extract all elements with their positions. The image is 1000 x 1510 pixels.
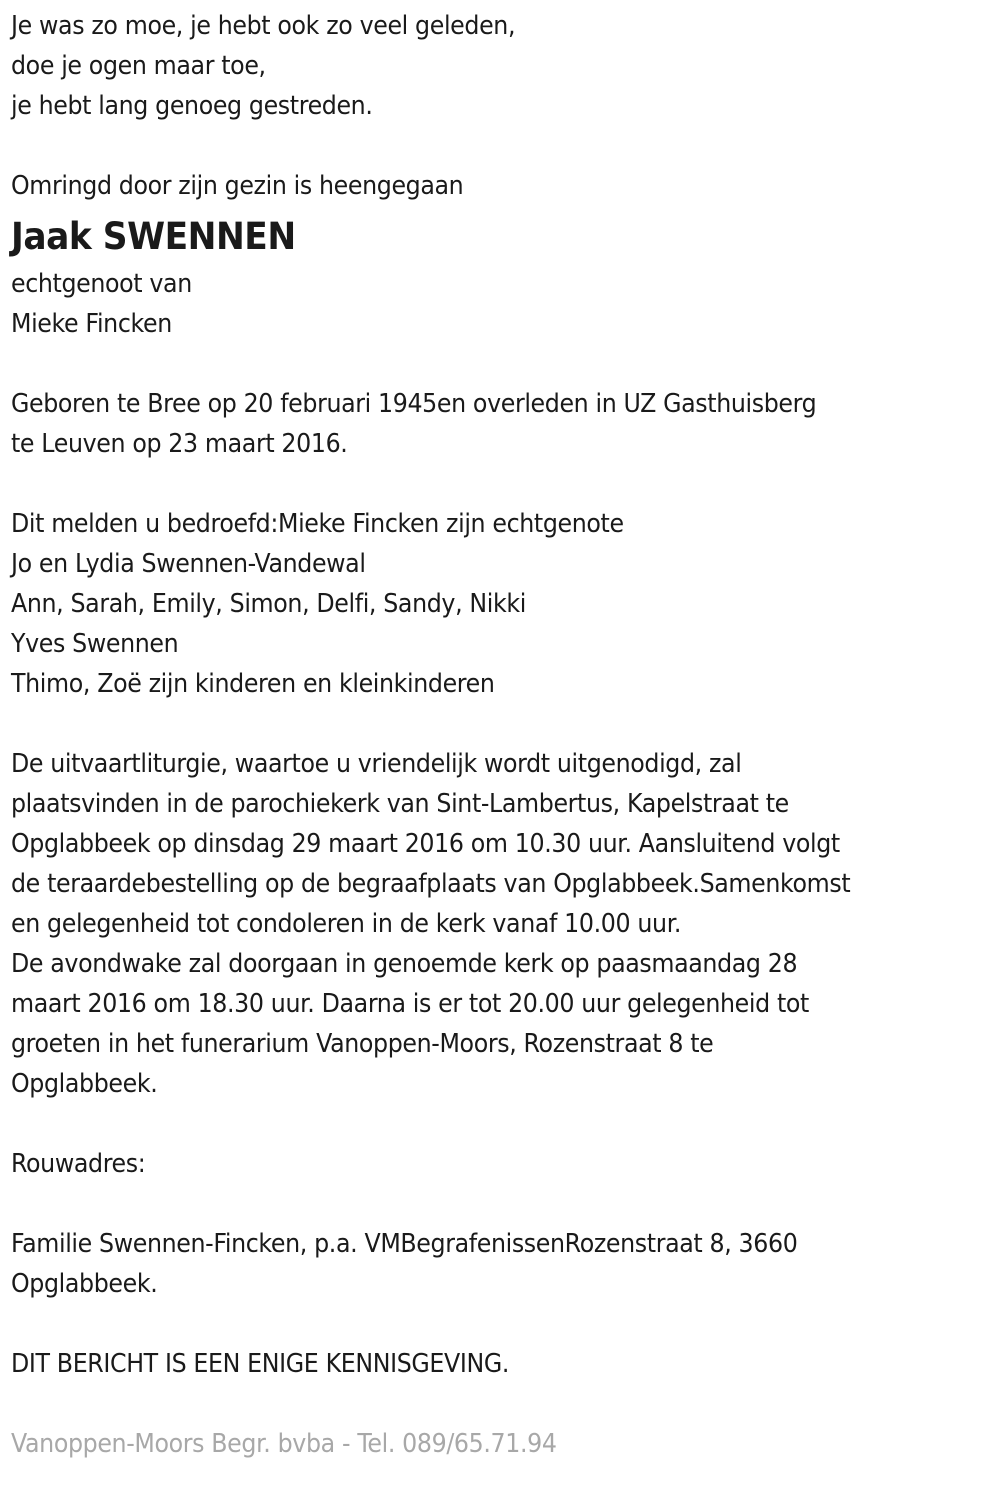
- funeral-line: plaatsvinden in de parochiekerk van Sint-Lambertus, Kapelstraat te: [11, 789, 789, 819]
- deceased-name: Jaak SWENNEN: [11, 215, 296, 258]
- mourner-line: Yves Swennen: [11, 629, 179, 659]
- funeral-line: Opglabbeek.: [11, 1069, 158, 1099]
- mourners-list: [11, 504, 989, 704]
- mourning-address-label: Rouwadres:: [11, 1149, 146, 1179]
- birth-death-info: [11, 384, 989, 464]
- address-line: Familie Swennen-Fincken, p.a. VMBegrafenissenRozenstraat 8, 3660: [11, 1229, 798, 1259]
- spacer: [11, 704, 989, 744]
- spacer: [11, 1104, 989, 1144]
- poem-line: Je was zo moe, je hebt ook zo veel geleden,: [11, 11, 516, 41]
- spacer: [11, 464, 989, 504]
- funeral-line: Opglabbeek op dinsdag 29 maart 2016 om 10.30 uur. Aansluitend volgt: [11, 829, 840, 859]
- birth-death-line: te Leuven op 23 maart 2016.: [11, 429, 348, 459]
- spacer: [11, 1184, 989, 1224]
- mourner-line: Thimo, Zoë zijn kinderen en kleinkinderen: [11, 669, 495, 699]
- funeral-line: De uitvaartliturgie, waartoe u vriendelijk wordt uitgenodigd, zal: [11, 749, 742, 779]
- spouse-name: Mieke Fincken: [11, 309, 172, 339]
- poem-line: je hebt lang genoeg gestreden.: [11, 91, 373, 121]
- relation-text: echtgenoot van: [11, 269, 192, 299]
- mourner-line: Dit melden u bedroefd:Mieke Fincken zijn echtgenote: [11, 509, 624, 539]
- funeral-line: De avondwake zal doorgaan in genoemde kerk op paasmaandag 28: [11, 949, 798, 979]
- spacer: [11, 344, 989, 384]
- mourner-line: Ann, Sarah, Emily, Simon, Delfi, Sandy, Nikki: [11, 589, 526, 619]
- funeral-line: en gelegenheid tot condoleren in de kerk vanaf 10.00 uur.: [11, 909, 682, 939]
- birth-death-line: Geboren te Bree op 20 februari 1945en overleden in UZ Gasthuisberg: [11, 389, 817, 419]
- mourning-address: [11, 1224, 989, 1304]
- address-line: Opglabbeek.: [11, 1269, 158, 1299]
- funeral-line: de teraardebestelling op de begraafplaats van Opglabbeek.Samenkomst: [11, 869, 851, 899]
- funeral-home-footer: Vanoppen-Moors Begr. bvba - Tel. 089/65.71.94: [11, 1429, 557, 1459]
- spacer: [11, 1304, 989, 1344]
- intro-text: Omringd door zijn gezin is heengegaan: [11, 171, 464, 201]
- poem-line: doe je ogen maar toe,: [11, 51, 266, 81]
- spacer: [11, 126, 989, 166]
- spacer: [11, 1384, 989, 1424]
- funeral-details: [11, 744, 989, 1104]
- funeral-line: groeten in het funerarium Vanoppen-Moors, Rozenstraat 8 te: [11, 1029, 714, 1059]
- funeral-line: maart 2016 om 18.30 uur. Daarna is er tot 20.00 uur gelegenheid tot: [11, 989, 809, 1019]
- notice-text: DIT BERICHT IS EEN ENIGE KENNISGEVING.: [11, 1349, 510, 1379]
- poem: [11, 6, 989, 126]
- mourner-line: Jo en Lydia Swennen-Vandewal: [11, 549, 366, 579]
